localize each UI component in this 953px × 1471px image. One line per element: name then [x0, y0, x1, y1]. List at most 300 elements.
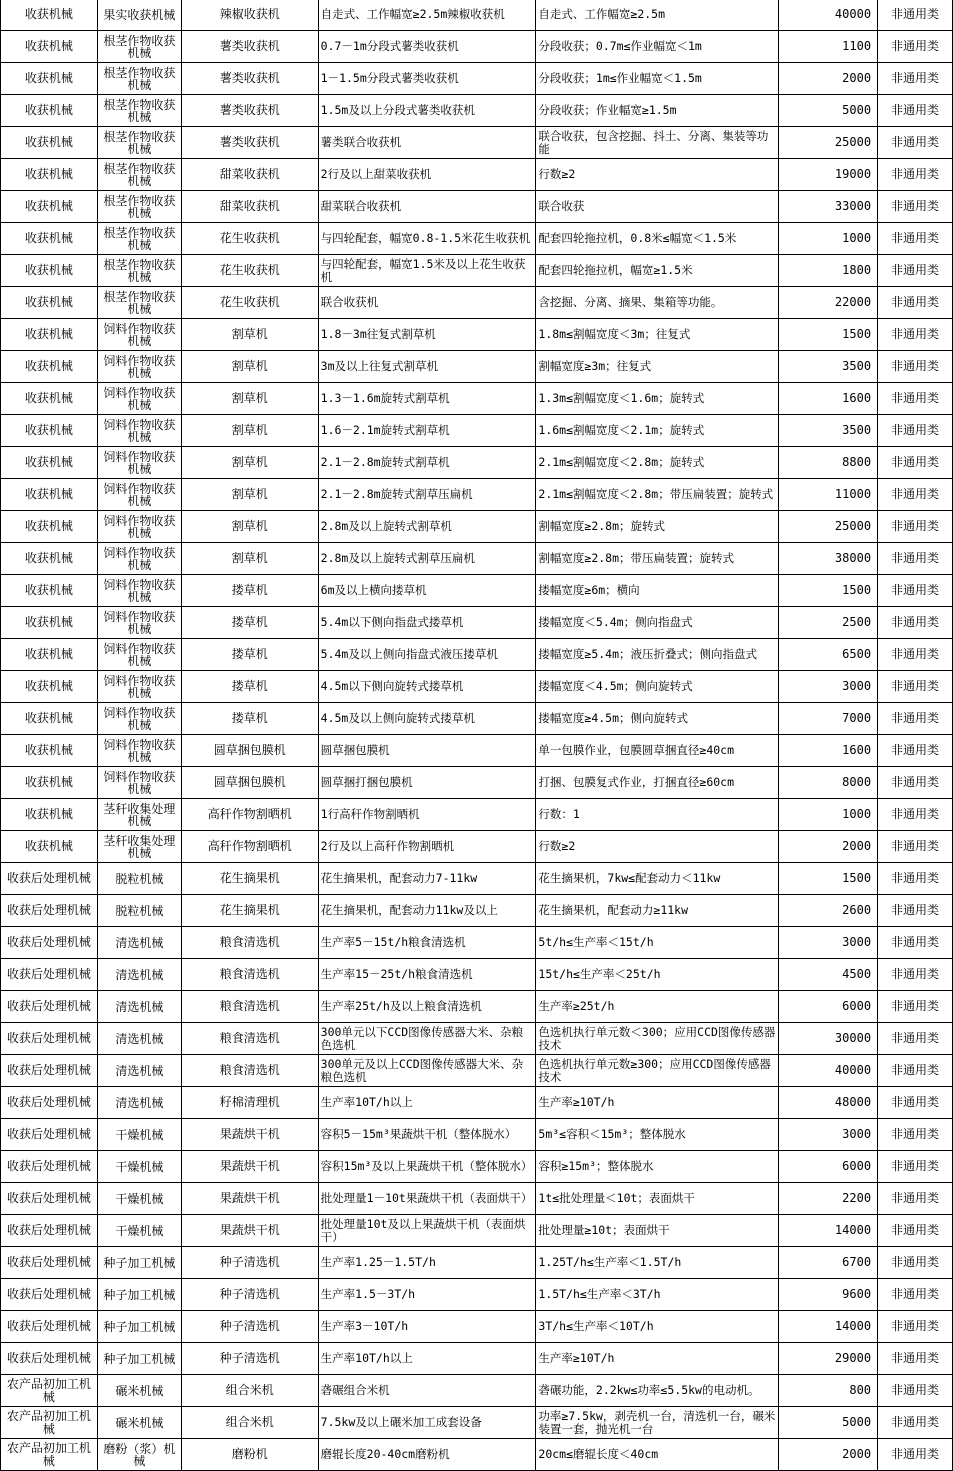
grade-cell: 圆草捆包膜机	[318, 735, 536, 767]
subsidy-amount-cell: 8800	[779, 447, 878, 479]
category-cell: 收获后处理机械	[1, 1215, 98, 1247]
category-cell: 收获后处理机械	[1, 1119, 98, 1151]
grade-cell: 1.6－2.1m旋转式割草机	[318, 415, 536, 447]
spec-cell: 行数≥2	[536, 159, 779, 191]
item-cell: 种子清选机	[181, 1247, 318, 1279]
subsidy-amount-cell: 5000	[779, 95, 878, 127]
item-cell: 割草机	[181, 415, 318, 447]
item-cell: 薯类收获机	[181, 127, 318, 159]
spec-cell: 20cm≤磨辊长度＜40cm	[536, 1439, 779, 1471]
category-cell: 收获机械	[1, 575, 98, 607]
item-cell: 高秆作物割晒机	[181, 831, 318, 863]
subcategory-cell: 清选机械	[97, 959, 181, 991]
category-cell: 收获后处理机械	[1, 1279, 98, 1311]
table-row	[1, 1183, 953, 1215]
spec-cell: 生产率≥10T/h	[536, 1087, 779, 1119]
item-cell: 割草机	[181, 543, 318, 575]
item-cell: 割草机	[181, 447, 318, 479]
spec-cell: 1t≤批处理量＜10t；表面烘干	[536, 1183, 779, 1215]
type-cell: 非通用类	[878, 863, 953, 895]
type-cell: 非通用类	[878, 1247, 953, 1279]
spec-cell: 搂幅宽度＜5.4m；侧向指盘式	[536, 607, 779, 639]
item-cell: 搂草机	[181, 639, 318, 671]
category-cell: 农产品初加工机械	[1, 1375, 98, 1407]
subcategory-cell: 饲料作物收获机械	[97, 767, 181, 799]
type-cell: 非通用类	[878, 959, 953, 991]
grade-cell: 生产率10T/h以上	[318, 1343, 536, 1375]
subcategory-cell: 根茎作物收获机械	[97, 191, 181, 223]
category-cell: 收获后处理机械	[1, 1023, 98, 1055]
category-cell: 收获机械	[1, 351, 98, 383]
table-row	[1, 1343, 953, 1375]
category-cell: 农产品初加工机械	[1, 1407, 98, 1439]
item-cell: 花生摘果机	[181, 895, 318, 927]
item-cell: 辣椒收获机	[181, 0, 318, 31]
subcategory-cell: 饲料作物收获机械	[97, 415, 181, 447]
subcategory-cell: 根茎作物收获机械	[97, 223, 181, 255]
table-row	[1, 767, 953, 799]
subcategory-cell: 根茎作物收获机械	[97, 127, 181, 159]
item-cell: 花生摘果机	[181, 863, 318, 895]
item-cell: 高秆作物割晒机	[181, 799, 318, 831]
item-cell: 花生收获机	[181, 287, 318, 319]
category-cell: 收获后处理机械	[1, 1311, 98, 1343]
grade-cell: 圆草捆打捆包膜机	[318, 767, 536, 799]
subsidy-amount-cell: 33000	[779, 191, 878, 223]
item-cell: 割草机	[181, 511, 318, 543]
grade-cell: 甜菜联合收获机	[318, 191, 536, 223]
subcategory-cell: 果实收获机械	[97, 0, 181, 31]
subcategory-cell: 磨粉（浆）机械	[97, 1439, 181, 1471]
table-row	[1, 479, 953, 511]
type-cell: 非通用类	[878, 1023, 953, 1055]
category-cell: 收获机械	[1, 191, 98, 223]
grade-cell: 5.4m以下侧向指盘式搂草机	[318, 607, 536, 639]
type-cell: 非通用类	[878, 991, 953, 1023]
subcategory-cell: 饲料作物收获机械	[97, 639, 181, 671]
subsidy-amount-cell: 7000	[779, 703, 878, 735]
item-cell: 粮食清选机	[181, 927, 318, 959]
table-row	[1, 1119, 953, 1151]
subsidy-amount-cell: 2000	[779, 63, 878, 95]
type-cell: 非通用类	[878, 1311, 953, 1343]
subsidy-amount-cell: 2200	[779, 1183, 878, 1215]
grade-cell: 2.1－2.8m旋转式割草机	[318, 447, 536, 479]
table-row	[1, 1055, 953, 1087]
spec-cell: 行数：1	[536, 799, 779, 831]
subcategory-cell: 种子加工机械	[97, 1247, 181, 1279]
grade-cell: 2.8m及以上旋转式割草压扁机	[318, 543, 536, 575]
subsidy-amount-cell: 14000	[779, 1311, 878, 1343]
subcategory-cell: 干燥机械	[97, 1119, 181, 1151]
item-cell: 粮食清选机	[181, 1023, 318, 1055]
category-cell: 收获机械	[1, 31, 98, 63]
subcategory-cell: 饲料作物收获机械	[97, 479, 181, 511]
grade-cell: 批处理量10t及以上果蔬烘干机（表面烘干）	[318, 1215, 536, 1247]
grade-cell: 生产率3－10T/h	[318, 1311, 536, 1343]
item-cell: 割草机	[181, 319, 318, 351]
subcategory-cell: 种子加工机械	[97, 1279, 181, 1311]
grade-cell: 5.4m及以上侧向指盘式液压搂草机	[318, 639, 536, 671]
subsidy-amount-cell: 6000	[779, 991, 878, 1023]
grade-cell: 1.8－3m往复式割草机	[318, 319, 536, 351]
table-row	[1, 831, 953, 863]
item-cell: 搂草机	[181, 671, 318, 703]
type-cell: 非通用类	[878, 479, 953, 511]
category-cell: 收获机械	[1, 0, 98, 31]
item-cell: 籽棉清理机	[181, 1087, 318, 1119]
subcategory-cell: 清选机械	[97, 1023, 181, 1055]
subcategory-cell: 根茎作物收获机械	[97, 31, 181, 63]
spec-cell: 2.1m≤割幅宽度＜2.8m；旋转式	[536, 447, 779, 479]
subsidy-amount-cell: 3500	[779, 415, 878, 447]
item-cell: 薯类收获机	[181, 31, 318, 63]
category-cell: 收获机械	[1, 703, 98, 735]
table-row	[1, 1023, 953, 1055]
type-cell: 非通用类	[878, 767, 953, 799]
type-cell: 非通用类	[878, 735, 953, 767]
item-cell: 果蔬烘干机	[181, 1151, 318, 1183]
spec-cell: 分段收获；作业幅宽≥1.5m	[536, 95, 779, 127]
grade-cell: 生产率5－15t/h粮食清选机	[318, 927, 536, 959]
item-cell: 圆草捆包膜机	[181, 735, 318, 767]
subsidy-amount-cell: 2600	[779, 895, 878, 927]
grade-cell: 薯类联合收获机	[318, 127, 536, 159]
spec-cell: 联合收获，包含挖掘、抖土、分离、集装等功能	[536, 127, 779, 159]
subsidy-amount-cell: 11000	[779, 479, 878, 511]
type-cell: 非通用类	[878, 127, 953, 159]
subsidy-amount-cell: 40000	[779, 0, 878, 31]
grade-cell: 生产率10T/h以上	[318, 1087, 536, 1119]
table-row	[1, 511, 953, 543]
subcategory-cell: 饲料作物收获机械	[97, 383, 181, 415]
category-cell: 收获后处理机械	[1, 991, 98, 1023]
item-cell: 粮食清选机	[181, 959, 318, 991]
type-cell: 非通用类	[878, 1119, 953, 1151]
spec-cell: 砻碾功能，2.2kw≤功率≤5.5kw的电动机。	[536, 1375, 779, 1407]
subcategory-cell: 清选机械	[97, 991, 181, 1023]
subsidy-amount-cell: 25000	[779, 511, 878, 543]
subsidy-amount-cell: 48000	[779, 1087, 878, 1119]
table-row	[1, 991, 953, 1023]
item-cell: 种子清选机	[181, 1279, 318, 1311]
subsidy-amount-cell: 25000	[779, 127, 878, 159]
spec-cell: 功率≥7.5kw，剥壳机一台，清选机一台，碾米装置一套，抛光机一台	[536, 1407, 779, 1439]
table-row	[1, 895, 953, 927]
subcategory-cell: 饲料作物收获机械	[97, 671, 181, 703]
spec-cell: 色选机执行单元数＜300；应用CCD图像传感器技术	[536, 1023, 779, 1055]
category-cell: 收获机械	[1, 127, 98, 159]
subsidy-amount-cell: 3000	[779, 927, 878, 959]
spec-cell: 1.6m≤割幅宽度＜2.1m；旋转式	[536, 415, 779, 447]
table-row	[1, 799, 953, 831]
subsidy-amount-cell: 1800	[779, 255, 878, 287]
grade-cell: 300单元及以上CCD图像传感器大米、杂粮色选机	[318, 1055, 536, 1087]
table-row	[1, 639, 953, 671]
subsidy-amount-cell: 800	[779, 1375, 878, 1407]
type-cell: 非通用类	[878, 95, 953, 127]
item-cell: 磨粉机	[181, 1439, 318, 1471]
grade-cell: 2.8m及以上旋转式割草机	[318, 511, 536, 543]
item-cell: 割草机	[181, 383, 318, 415]
item-cell: 花生收获机	[181, 223, 318, 255]
category-cell: 收获机械	[1, 255, 98, 287]
subsidy-amount-cell: 2500	[779, 607, 878, 639]
grade-cell: 与四轮配套，幅宽1.5米及以上花生收获机	[318, 255, 536, 287]
subcategory-cell: 脱粒机械	[97, 895, 181, 927]
item-cell: 果蔬烘干机	[181, 1183, 318, 1215]
subcategory-cell: 根茎作物收获机械	[97, 255, 181, 287]
table-body	[1, 0, 953, 1471]
type-cell: 非通用类	[878, 287, 953, 319]
item-cell: 圆草捆包膜机	[181, 767, 318, 799]
grade-cell: 花生摘果机，配套动力7-11kw	[318, 863, 536, 895]
subsidy-amount-cell: 6000	[779, 1151, 878, 1183]
table-row	[1, 127, 953, 159]
type-cell: 非通用类	[878, 1055, 953, 1087]
subcategory-cell: 根茎作物收获机械	[97, 159, 181, 191]
subsidy-amount-cell: 30000	[779, 1023, 878, 1055]
category-cell: 收获机械	[1, 479, 98, 511]
grade-cell: 磨辊长度20-40cm磨粉机	[318, 1439, 536, 1471]
type-cell: 非通用类	[878, 799, 953, 831]
type-cell: 非通用类	[878, 895, 953, 927]
spec-cell: 花生摘果机，7kw≤配套动力＜11kw	[536, 863, 779, 895]
type-cell: 非通用类	[878, 1087, 953, 1119]
table-row	[1, 543, 953, 575]
grade-cell: 自走式、工作幅宽≥2.5m辣椒收获机	[318, 0, 536, 31]
type-cell: 非通用类	[878, 1439, 953, 1471]
table-row	[1, 159, 953, 191]
category-cell: 收获后处理机械	[1, 1183, 98, 1215]
table-row	[1, 319, 953, 351]
type-cell: 非通用类	[878, 383, 953, 415]
type-cell: 非通用类	[878, 703, 953, 735]
subsidy-amount-cell: 1600	[779, 735, 878, 767]
type-cell: 非通用类	[878, 415, 953, 447]
subsidy-amount-cell: 22000	[779, 287, 878, 319]
spec-cell: 5m³≤容积＜15m³；整体脱水	[536, 1119, 779, 1151]
type-cell: 非通用类	[878, 319, 953, 351]
spec-cell: 自走式、工作幅宽≥2.5m	[536, 0, 779, 31]
type-cell: 非通用类	[878, 1183, 953, 1215]
table-row	[1, 1279, 953, 1311]
spec-cell: 容积≥15m³；整体脱水	[536, 1151, 779, 1183]
subsidy-amount-cell: 1500	[779, 863, 878, 895]
type-cell: 非通用类	[878, 543, 953, 575]
subsidy-amount-cell: 1000	[779, 799, 878, 831]
table-row	[1, 575, 953, 607]
grade-cell: 4.5m及以上侧向旋转式搂草机	[318, 703, 536, 735]
spec-cell: 5t/h≤生产率＜15t/h	[536, 927, 779, 959]
spec-cell: 1.3m≤割幅宽度＜1.6m；旋转式	[536, 383, 779, 415]
spec-cell: 行数≥2	[536, 831, 779, 863]
subcategory-cell: 饲料作物收获机械	[97, 543, 181, 575]
table-row	[1, 447, 953, 479]
grade-cell: 生产率15－25t/h粮食清选机	[318, 959, 536, 991]
spec-cell: 3T/h≤生产率＜10T/h	[536, 1311, 779, 1343]
table-row	[1, 95, 953, 127]
spec-cell: 含挖掘、分离、摘果、集箱等功能。	[536, 287, 779, 319]
item-cell: 薯类收获机	[181, 95, 318, 127]
subsidy-amount-cell: 6500	[779, 639, 878, 671]
type-cell: 非通用类	[878, 831, 953, 863]
subsidy-amount-cell: 1500	[779, 319, 878, 351]
category-cell: 收获后处理机械	[1, 927, 98, 959]
subsidy-amount-cell: 19000	[779, 159, 878, 191]
spec-cell: 生产率≥10T/h	[536, 1343, 779, 1375]
type-cell: 非通用类	[878, 1375, 953, 1407]
table-row	[1, 1215, 953, 1247]
grade-cell: 300单元以下CCD图像传感器大米、杂粮色选机	[318, 1023, 536, 1055]
category-cell: 收获机械	[1, 607, 98, 639]
table-row	[1, 223, 953, 255]
subcategory-cell: 根茎作物收获机械	[97, 63, 181, 95]
spec-cell: 割幅宽度≥2.8m；带压扁装置；旋转式	[536, 543, 779, 575]
category-cell: 收获机械	[1, 287, 98, 319]
type-cell: 非通用类	[878, 1279, 953, 1311]
item-cell: 割草机	[181, 351, 318, 383]
subcategory-cell: 碾米机械	[97, 1407, 181, 1439]
grade-cell: 生产率1.5－3T/h	[318, 1279, 536, 1311]
type-cell: 非通用类	[878, 255, 953, 287]
table-row	[1, 927, 953, 959]
subcategory-cell: 种子加工机械	[97, 1311, 181, 1343]
item-cell: 搂草机	[181, 575, 318, 607]
subsidy-amount-cell: 14000	[779, 1215, 878, 1247]
type-cell: 非通用类	[878, 223, 953, 255]
type-cell: 非通用类	[878, 1407, 953, 1439]
table-row	[1, 1407, 953, 1439]
subcategory-cell: 饲料作物收获机械	[97, 575, 181, 607]
subcategory-cell: 饲料作物收获机械	[97, 447, 181, 479]
type-cell: 非通用类	[878, 191, 953, 223]
category-cell: 收获机械	[1, 95, 98, 127]
subcategory-cell: 饲料作物收获机械	[97, 703, 181, 735]
item-cell: 果蔬烘干机	[181, 1215, 318, 1247]
category-cell: 收获机械	[1, 831, 98, 863]
spec-cell: 单一包膜作业，包膜圆草捆直径≥40cm	[536, 735, 779, 767]
item-cell: 组合米机	[181, 1375, 318, 1407]
spec-cell: 搂幅宽度≥5.4m；液压折叠式；侧向指盘式	[536, 639, 779, 671]
grade-cell: 3m及以上往复式割草机	[318, 351, 536, 383]
subsidy-amount-cell: 38000	[779, 543, 878, 575]
type-cell: 非通用类	[878, 1343, 953, 1375]
subcategory-cell: 根茎作物收获机械	[97, 95, 181, 127]
subcategory-cell: 清选机械	[97, 1055, 181, 1087]
spec-cell: 搂幅宽度＜4.5m；侧向旋转式	[536, 671, 779, 703]
type-cell: 非通用类	[878, 63, 953, 95]
table-row	[1, 255, 953, 287]
table-row	[1, 1375, 953, 1407]
category-cell: 收获机械	[1, 319, 98, 351]
grade-cell: 容积15m³及以上果蔬烘干机（整体脱水）	[318, 1151, 536, 1183]
type-cell: 非通用类	[878, 31, 953, 63]
table-row	[1, 703, 953, 735]
subsidy-amount-cell: 2000	[779, 831, 878, 863]
subsidy-amount-cell: 9600	[779, 1279, 878, 1311]
subcategory-cell: 碾米机械	[97, 1375, 181, 1407]
table-row	[1, 0, 953, 31]
item-cell: 种子清选机	[181, 1343, 318, 1375]
table-row	[1, 1439, 953, 1471]
item-cell: 搂草机	[181, 607, 318, 639]
category-cell: 收获机械	[1, 735, 98, 767]
subcategory-cell: 饲料作物收获机械	[97, 735, 181, 767]
spec-cell: 搂幅宽度≥4.5m；侧向旋转式	[536, 703, 779, 735]
spec-cell: 分段收获；0.7m≤作业幅宽＜1m	[536, 31, 779, 63]
category-cell: 收获机械	[1, 383, 98, 415]
subsidy-amount-cell: 3000	[779, 1119, 878, 1151]
spec-cell: 割幅宽度≥2.8m；旋转式	[536, 511, 779, 543]
category-cell: 收获机械	[1, 223, 98, 255]
subsidy-amount-cell: 1100	[779, 31, 878, 63]
category-cell: 收获机械	[1, 447, 98, 479]
category-cell: 农产品初加工机械	[1, 1439, 98, 1471]
subcategory-cell: 饲料作物收获机械	[97, 319, 181, 351]
subcategory-cell: 脱粒机械	[97, 863, 181, 895]
subcategory-cell: 清选机械	[97, 927, 181, 959]
spec-cell: 15t/h≤生产率＜25t/h	[536, 959, 779, 991]
subcategory-cell: 干燥机械	[97, 1151, 181, 1183]
subsidy-amount-cell: 3500	[779, 351, 878, 383]
grade-cell: 2行及以上甜菜收获机	[318, 159, 536, 191]
category-cell: 收获后处理机械	[1, 1343, 98, 1375]
subcategory-cell: 饲料作物收获机械	[97, 351, 181, 383]
grade-cell: 容积5－15m³果蔬烘干机（整体脱水）	[318, 1119, 536, 1151]
table-row	[1, 191, 953, 223]
category-cell: 收获后处理机械	[1, 1087, 98, 1119]
grade-cell: 1－1.5m分段式薯类收获机	[318, 63, 536, 95]
table-row	[1, 287, 953, 319]
subsidy-amount-cell: 3000	[779, 671, 878, 703]
type-cell: 非通用类	[878, 1151, 953, 1183]
spec-cell: 配套四轮拖拉机，0.8米≤幅宽＜1.5米	[536, 223, 779, 255]
spec-cell: 1.25T/h≤生产率＜1.5T/h	[536, 1247, 779, 1279]
grade-cell: 生产率25t/h及以上粮食清选机	[318, 991, 536, 1023]
type-cell: 非通用类	[878, 671, 953, 703]
grade-cell: 与四轮配套，幅宽0.8-1.5米花生收获机	[318, 223, 536, 255]
category-cell: 收获机械	[1, 159, 98, 191]
subsidy-amount-cell: 29000	[779, 1343, 878, 1375]
subcategory-cell: 干燥机械	[97, 1215, 181, 1247]
category-cell: 收获后处理机械	[1, 895, 98, 927]
item-cell: 薯类收获机	[181, 63, 318, 95]
spec-cell: 生产率≥25t/h	[536, 991, 779, 1023]
grade-cell: 2行及以上高秆作物割晒机	[318, 831, 536, 863]
type-cell: 非通用类	[878, 1215, 953, 1247]
subsidy-amount-cell: 6700	[779, 1247, 878, 1279]
category-cell: 收获机械	[1, 671, 98, 703]
subcategory-cell: 饲料作物收获机械	[97, 511, 181, 543]
item-cell: 花生收获机	[181, 255, 318, 287]
category-cell: 收获机械	[1, 799, 98, 831]
item-cell: 果蔬烘干机	[181, 1119, 318, 1151]
category-cell: 收获机械	[1, 767, 98, 799]
table-row	[1, 1151, 953, 1183]
subcategory-cell: 茎秆收集处理机械	[97, 799, 181, 831]
category-cell: 收获机械	[1, 415, 98, 447]
category-cell: 收获机械	[1, 543, 98, 575]
table-row	[1, 31, 953, 63]
table-row	[1, 959, 953, 991]
table-row	[1, 351, 953, 383]
spec-cell: 配套四轮拖拉机，幅宽≥1.5米	[536, 255, 779, 287]
subcategory-cell: 干燥机械	[97, 1183, 181, 1215]
subcategory-cell: 饲料作物收获机械	[97, 607, 181, 639]
spec-cell: 2.1m≤割幅宽度＜2.8m；带压扁装置；旋转式	[536, 479, 779, 511]
category-cell: 收获后处理机械	[1, 1247, 98, 1279]
